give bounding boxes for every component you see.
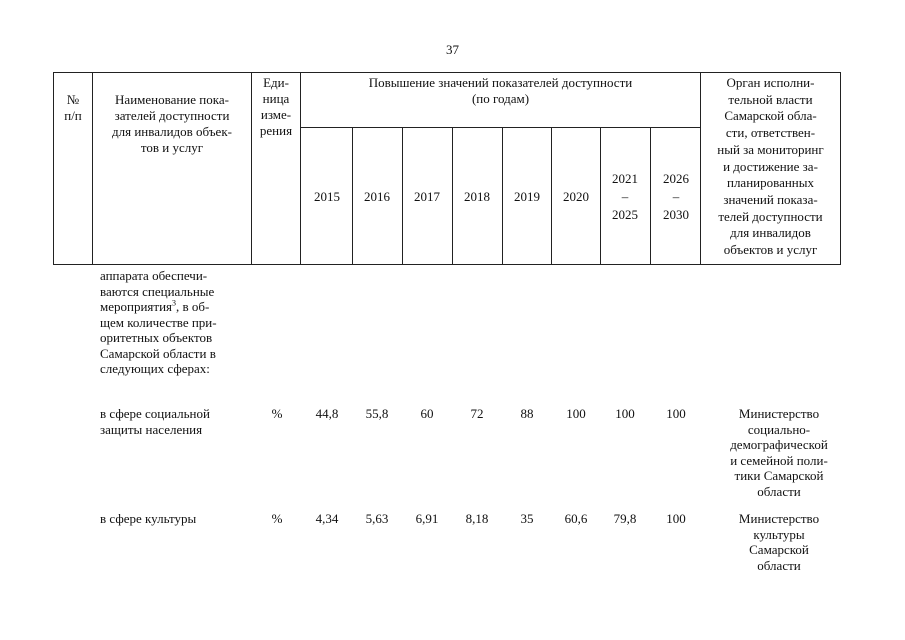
header-unit: Еди- ница изме- рения [259, 75, 293, 138]
col-border-right [840, 72, 841, 265]
year-2020: 2020 [563, 189, 589, 204]
row-unit: % [271, 406, 283, 421]
row-unit: % [271, 511, 283, 526]
value-2020: 60,6 [564, 511, 588, 526]
year-2017: 2017 [414, 189, 440, 204]
value-2026-2030: 100 [666, 406, 686, 421]
year-2019: 2019 [514, 189, 540, 204]
value-2021-2025: 100 [615, 406, 635, 421]
page-number: 37 [446, 42, 459, 57]
row-name: в сфере культуры [100, 511, 197, 526]
value-2018: 8,18 [465, 511, 489, 526]
value-2017: 60 [420, 406, 434, 421]
value-2015: 4,34 [315, 511, 339, 526]
row-organ: Министерство культуры Самарской области [738, 511, 820, 573]
footnote-ref: 3 [172, 298, 177, 308]
year-2015: 2015 [314, 189, 340, 204]
header-bottom-border [53, 264, 841, 265]
header-organ: Орган исполни- тельной власти Самарской обла- сти, ответствен- ный за мониторинг и достижение за- планированных значений показа- телей доступности для инвалидов объектов и услуг [717, 75, 824, 258]
header-increase: Повышение значений показателей доступности (по годам) [368, 75, 633, 106]
year-2026-2030: 2026 – 2030 [663, 171, 689, 222]
year-2018: 2018 [464, 189, 490, 204]
value-2020: 100 [566, 406, 586, 421]
years-divider [300, 127, 700, 128]
value-2015: 44,8 [315, 406, 339, 421]
header-num: № п/п [64, 92, 82, 123]
row-organ: Министерство социально- демографической и семейной поли- тики Самарской области [730, 406, 828, 499]
value-2017: 6,91 [415, 511, 439, 526]
value-2018: 72 [470, 406, 484, 421]
year-2016: 2016 [364, 189, 390, 204]
continuation-text-a: аппарата обеспечи- ваются специальные мероприятия [100, 268, 215, 314]
continuation-text-b: , в об- щем количестве при- оритетных объектов Самарской области в следующих сферах: [100, 299, 217, 376]
value-2026-2030: 100 [666, 511, 686, 526]
row-name: в сфере социальной защиты населения [100, 406, 210, 437]
value-2021-2025: 79,8 [613, 511, 637, 526]
year-2021-2025: 2021 – 2025 [612, 171, 638, 222]
header-name: Наименование пока- зателей доступности для инвалидов объек- тов и услуг [112, 92, 232, 155]
value-2016: 55,8 [365, 406, 389, 421]
value-2016: 5,63 [365, 511, 389, 526]
value-2019: 35 [520, 511, 534, 526]
table-top-border [53, 72, 841, 73]
continuation-text [100, 268, 246, 377]
value-2019: 88 [520, 406, 534, 421]
